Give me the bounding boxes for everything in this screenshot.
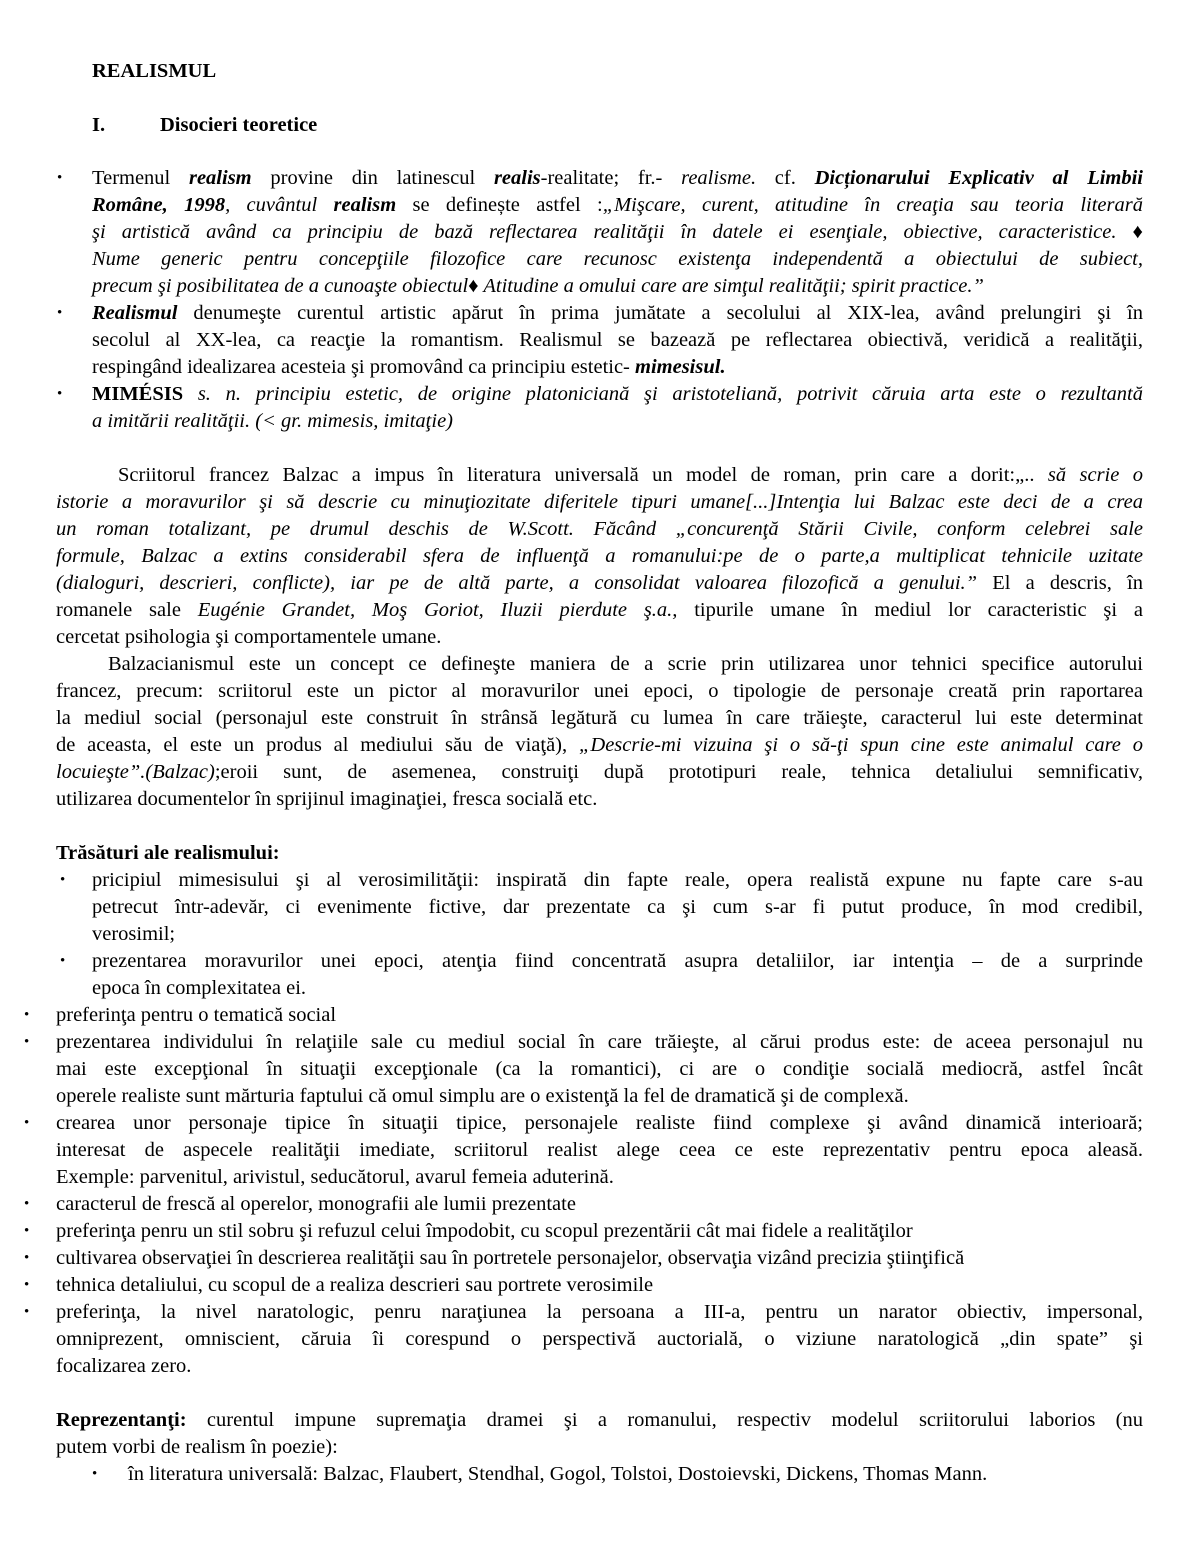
section-number: I. xyxy=(92,114,106,136)
bullet-marker: • xyxy=(60,872,66,888)
bullet-marker: • xyxy=(24,1007,30,1023)
trait-indented-2-line-1: prezentarea moravurilor unei epoci, atenţia fiind concentrată asupra detaliilor, iar intenţia – de a surprinde xyxy=(92,950,1143,972)
paragraph-2-line-4: de aceasta, el este un produs al mediului său de viaţă), „Descrie-mi vizuina şi o să-ţi spun cine este animalul care o xyxy=(56,734,1143,756)
bullet-marker: • xyxy=(92,1466,98,1482)
trait-3-line-2: interesat de aspecele realităţii imediate, scriitorul realist alege ceea ce este reprezentativ pentru epoca aleasă. xyxy=(56,1139,1143,1161)
trait-3-line-3: Exemple: parvenitul, arivistul, seducătorul, avarul femeia aduterină. xyxy=(56,1166,614,1188)
def-bullet-1-line-3: şi artistică având ca principiu de bază reflectarea realităţii în datele ei esenţiale, obiective, caracteristice. ♦ xyxy=(92,221,1143,243)
bullet-marker: • xyxy=(24,1223,30,1239)
bullet-marker: • xyxy=(24,1034,30,1050)
trait-8-line-3: focalizarea zero. xyxy=(56,1355,192,1377)
bullet-marker: • xyxy=(24,1196,30,1212)
def-bullet-2-line-3: respingând idealizarea acesteia şi promovând ca principiu estetic- mimesisul. xyxy=(92,356,726,378)
bullet-marker: • xyxy=(60,953,66,969)
trait-2-line-2: mai este excepţional în situaţii excepţionale (ca la romantici), ci are o condiţie socială mediocră, astfel încât xyxy=(56,1058,1143,1080)
paragraph-2-line-3: la mediul social (personajul este construit în strânsă legătură cu lumea în care trăieşte, caracterul lui este determinat xyxy=(56,707,1143,729)
trait-8-line-2: omniprezent, omniscient, căruia îi corespund o perspectivă auctorială, o viziune naratologică „din spate” şi xyxy=(56,1328,1143,1350)
document-title: REALISMUL xyxy=(92,60,217,82)
traits-heading: Trăsături ale realismului: xyxy=(56,842,280,864)
trait-3-line-1: crearea unor personaje tipice în situaţii tipice, personajele realiste fiind complexe şi având dinamică interioară; xyxy=(56,1112,1143,1134)
bullet-marker: • xyxy=(57,386,63,402)
trait-8-line-1: preferinţa, la nivel naratologic, penru naraţiunea la persoana a III-a, pentru un narator obiectiv, impersonal, xyxy=(56,1301,1143,1323)
paragraph-2-line-1: Balzacianismul este un concept ce defineşte maniera de a scrie prin utilizarea unor tehnici specifice autorului xyxy=(108,653,1143,675)
def-bullet-2-line-1: Realismul denumeşte curentul artistic apărut în prima jumătate a secolului al XIX-lea, având prelungiri şi în xyxy=(92,302,1143,324)
trait-indented-1-line-1: pricipiul mimesisului şi al verosimilităţii: inspirată din fapte reale, opera realistă expune nu fapte care s-au xyxy=(92,869,1143,891)
paragraph-1-line-4: formule, Balzac a extins considerabil sfera de influenţă a romanului:pe de o parte,a multiplicat tehnicile uzitate xyxy=(56,545,1143,567)
trait-indented-1-line-3: verosimil; xyxy=(92,923,176,945)
paragraph-1-line-3: un roman totalizant, pe drumul deschis de W.Scott. Făcând „concurenţă Stării Civile, conform celebrei sale xyxy=(56,518,1143,540)
paragraph-1-line-7: cercetat psihologia şi comportamentele umane. xyxy=(56,626,442,648)
def-bullet-3-line-2: a imitării realităţii. (< gr. mimesis, imitaţie) xyxy=(92,410,454,432)
paragraph-2-line-2: francez, precum: scriitorul este un pictor al moravurilor unei epoci, o tipologie de personaje creată prin raportarea xyxy=(56,680,1143,702)
trait-5-line-1: preferinţa penru un stil sobru şi refuzul celui împodobit, cu scopul prezentării cât mai fidele a realităţilor xyxy=(56,1220,913,1242)
paragraph-2-line-6: utilizarea documentelor în sprijinul imaginaţiei, fresca socială etc. xyxy=(56,788,598,810)
paragraph-2-line-5: locuieşte”.(Balzac);eroii sunt, de asemenea, construiţi după prototipuri reale, tehnica detaliului semnificativ, xyxy=(56,761,1143,783)
def-bullet-2-line-2: secolul al XX-lea, ca reacţie la romantism. Realismul se bazează pe reflectarea obiectivă, veridică a realităţii, xyxy=(92,329,1143,351)
paragraph-1-line-5: (dialoguri, descrieri, conflicte), iar pe de altă parte, a consolidat valoarea filozofică a genului.” El a descris, în xyxy=(56,572,1143,594)
trait-7-line-1: tehnica detaliului, cu scopul de a realiza descrieri sau portrete verosimile xyxy=(56,1274,654,1296)
paragraph-1-line-1: Scriitorul francez Balzac a impus în literatura universală un model de roman, prin care a dorit:„.. să scrie o xyxy=(118,464,1144,486)
trait-indented-1-line-2: petrecut într-adevăr, ci evenimente fictive, dar prezentate ca şi cum s-ar fi putut produce, în mod credibil, xyxy=(92,896,1143,918)
def-bullet-1-line-1: Termenul realism provine din latinescul realis-realitate; fr.- realisme. cf. Dicționarului Explicativ al Limbii xyxy=(92,167,1143,189)
paragraph-1-line-6: romanele sale Eugénie Grandet, Moş Goriot, Iluzii pierdute ş.a., tipurile umane în mediul lor caracteristic şi a xyxy=(56,599,1143,621)
trait-2-line-3: operele realiste sunt mărturia faptului că omul simplu are o existenţă la fel de dramatică şi de complexă. xyxy=(56,1085,909,1107)
bullet-marker: • xyxy=(24,1277,30,1293)
bullet-marker: • xyxy=(24,1250,30,1266)
trait-indented-2-line-2: epoca în complexitatea ei. xyxy=(92,977,307,999)
trait-6-line-1: cultivarea observaţiei în descrierea realităţii sau în portretele personajelor, observaţia vizând precizia ştiinţifică xyxy=(56,1247,965,1269)
representatives-item: în literatura universală: Balzac, Flaubert, Stendhal, Gogol, Tolstoi, Dostoievski, Dickens, Thomas Mann. xyxy=(128,1463,988,1485)
bullet-marker: • xyxy=(57,170,63,186)
def-bullet-1-line-5: precum şi posibilitatea de a cunoaşte obiectul♦ Atitudine a omului care are simţul realităţii; spirit practice.” xyxy=(92,275,984,297)
section-heading: Disocieri teoretice xyxy=(160,114,318,136)
representatives-line-2: putem vorbi de realism în poezie): xyxy=(56,1436,338,1458)
paragraph-1-line-2: istorie a moravurilor şi să descrie cu minuţiozitate diferitele tipuri umane[...]Intenţia lui Balzac este deci de a crea xyxy=(56,491,1143,513)
bullet-marker: • xyxy=(24,1115,30,1131)
trait-4-line-1: caracterul de frescă al operelor, monografii ale lumii prezentate xyxy=(56,1193,576,1215)
trait-2-line-1: prezentarea individului în relaţiile sale cu mediul social în care trăieşte, al cărui produs este: de aceea personajul nu xyxy=(56,1031,1143,1053)
trait-1-line-1: preferinţa pentru o tematică social xyxy=(56,1004,337,1026)
bullet-marker: • xyxy=(24,1304,30,1320)
bullet-marker: • xyxy=(57,305,63,321)
representatives-line-1: Reprezentanţi: curentul impune supremaţia dramei şi a romanului, respectiv modelul scriitorului laborios (nu xyxy=(56,1409,1143,1431)
def-bullet-1-line-2: Române, 1998, cuvântul realism se definește astfel :„Mişcare, curent, atitudine în creaţia sau teoria literară xyxy=(92,194,1143,216)
def-bullet-3-line-1: MIMÉSIS s. n. principiu estetic, de origine platoniciană şi aristoteliană, potrivit căruia arta este o rezultantă xyxy=(92,383,1143,405)
def-bullet-1-line-4: Nume generic pentru concepţiile filozofice care recunosc existenţa independentă a obiectului de subiect, xyxy=(92,248,1143,270)
